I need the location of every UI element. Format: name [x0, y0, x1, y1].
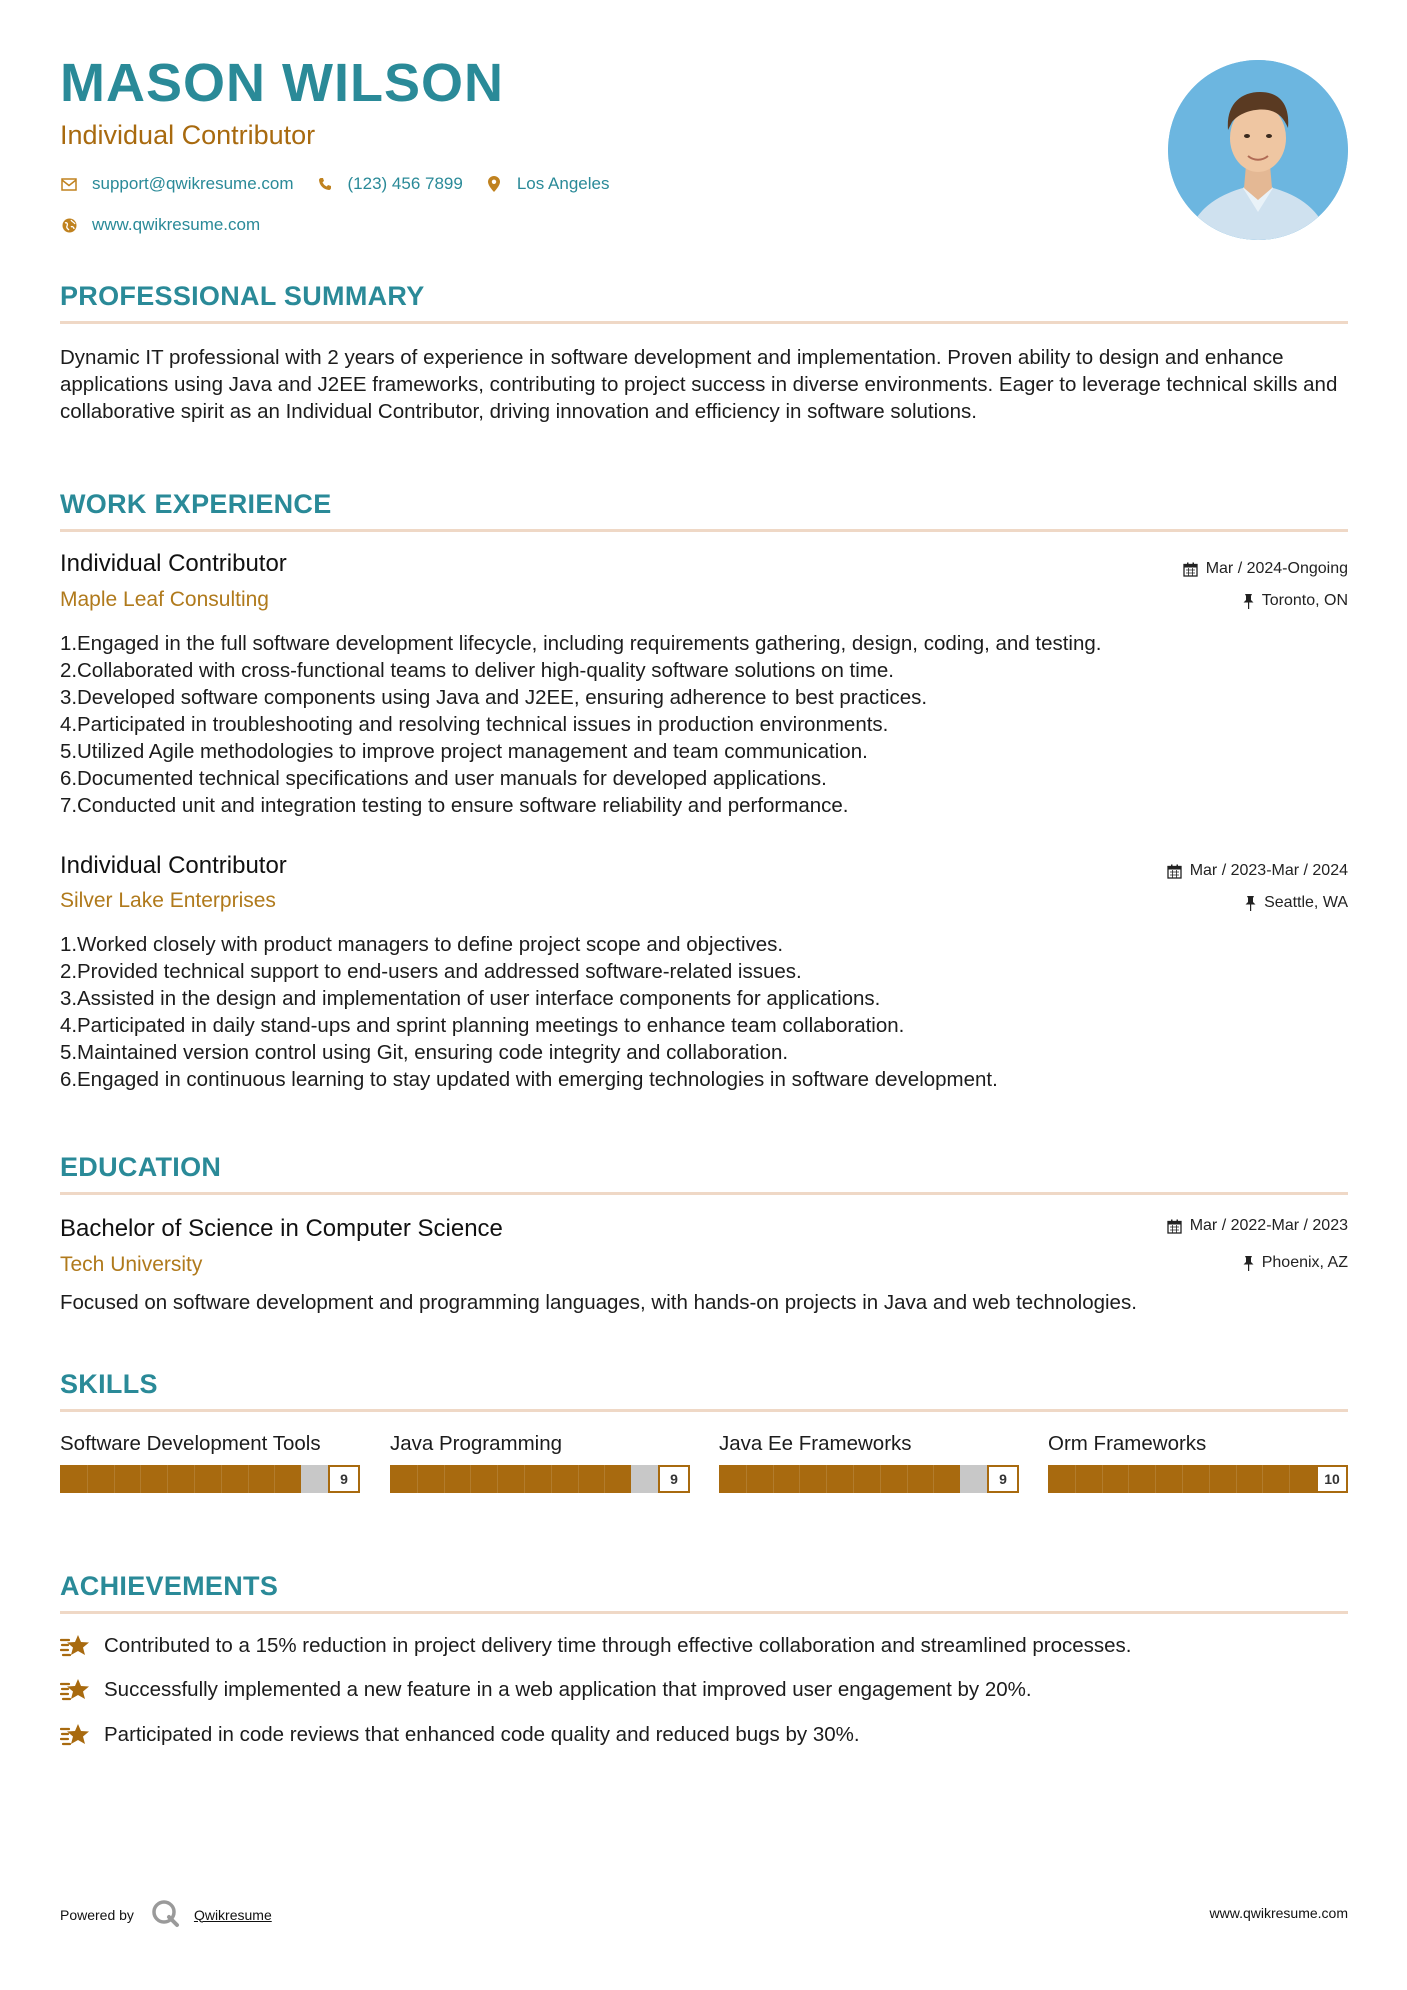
skill-bar-segment	[167, 1465, 168, 1493]
phone-icon	[316, 175, 334, 193]
achievement-text: Contributed to a 15% reduction in project delivery time through effective collaboration and streamlined processes.	[104, 1634, 1132, 1657]
skill-bar-fill	[1048, 1465, 1316, 1493]
calendar-icon	[1183, 562, 1198, 577]
skill-score: 10	[1316, 1465, 1348, 1493]
education-location-text: Phoenix, AZ	[1261, 1254, 1348, 1271]
company-name: Maple Leaf Consulting	[60, 588, 269, 611]
job-dates	[1167, 862, 1348, 880]
list-item: 2. Provided technical support to end-users and addressed software-related issues.	[60, 960, 802, 983]
skill-bar-segment	[551, 1465, 552, 1493]
company-name: Silver Lake Enterprises	[60, 889, 276, 912]
skill-bar-segment	[417, 1465, 418, 1493]
skill-bar-segment	[578, 1465, 579, 1493]
skill-bar-segment	[274, 1465, 275, 1493]
star-badge-icon	[60, 1676, 92, 1704]
job-dates-text: Mar / 2023-Mar / 2024	[1189, 862, 1348, 879]
calendar-icon	[1167, 1219, 1182, 1234]
pushpin-icon	[1245, 896, 1256, 911]
education-heading: EDUCATION	[60, 1152, 222, 1182]
education-dates-text: Mar / 2022-Mar / 2023	[1189, 1217, 1348, 1234]
achievement-item	[60, 1676, 1032, 1704]
skill-item	[1048, 1430, 1348, 1493]
qwikresume-logo-icon	[150, 1898, 180, 1931]
skill-bar-segment	[1209, 1465, 1210, 1493]
pushpin-icon	[1243, 594, 1254, 609]
skills-divider	[60, 1409, 1348, 1412]
job-title: Individual Contributor	[60, 852, 287, 879]
skill-level-bar	[1048, 1465, 1348, 1493]
job-dates	[1183, 560, 1348, 578]
skill-bar-segment	[746, 1465, 747, 1493]
job-location-text: Toronto, ON	[1261, 592, 1348, 609]
skill-bar-segment	[524, 1465, 525, 1493]
skill-bar-segment	[1102, 1465, 1103, 1493]
skill-bar-segment	[1289, 1465, 1290, 1493]
location-text: Los Angeles	[516, 174, 610, 193]
skill-item	[60, 1430, 360, 1493]
contact-row-2	[60, 215, 282, 235]
achievement-item	[60, 1632, 1131, 1660]
website-text: www.qwikresume.com	[92, 215, 261, 234]
skill-item	[719, 1430, 1019, 1493]
education-description: Focused on software development and programming languages, with hands-on projects in Java and web technologies.	[60, 1291, 1137, 1314]
skill-bar-segment	[1155, 1465, 1156, 1493]
skill-bar-segment	[907, 1465, 908, 1493]
education-location	[1243, 1254, 1348, 1272]
star-badge-icon	[60, 1721, 92, 1749]
pushpin-icon	[1243, 1256, 1254, 1271]
skill-bar-segment	[933, 1465, 934, 1493]
skill-bar-segment	[221, 1465, 222, 1493]
job-responsibilities	[60, 630, 1348, 819]
skill-bar-remainder	[631, 1465, 658, 1493]
skill-bar-segment	[1182, 1465, 1183, 1493]
skills-heading: SKILLS	[60, 1369, 158, 1399]
skill-bar-fill	[390, 1465, 631, 1493]
school-name: Tech University	[60, 1253, 203, 1276]
job-location-text: Seattle, WA	[1264, 894, 1348, 911]
skill-bar-remainder	[960, 1465, 987, 1493]
skill-bar-segment	[1236, 1465, 1237, 1493]
skill-name: Software Development Tools	[60, 1432, 321, 1455]
star-badge-icon	[60, 1632, 92, 1660]
qwikresume-link[interactable]: Qwikresume	[193, 1906, 272, 1923]
location-item	[485, 174, 610, 194]
achievement-text: Participated in code reviews that enhanced code quality and reduced bugs by 30%.	[104, 1723, 860, 1746]
skill-score: 9	[987, 1465, 1019, 1493]
skill-bar-fill	[719, 1465, 960, 1493]
skill-bar-segment	[497, 1465, 498, 1493]
skill-bar-segment	[114, 1465, 115, 1493]
list-item: 1. Engaged in the full software development lifecycle, including requirements gathering, design, coding, and testing.	[60, 632, 1102, 655]
candidate-title: Individual Contributor	[60, 120, 316, 150]
globe-icon	[60, 216, 78, 234]
skill-level-bar	[60, 1465, 360, 1493]
skill-bar-segment	[1128, 1465, 1129, 1493]
job-responsibilities	[60, 931, 1348, 1093]
phone-item[interactable]	[316, 174, 463, 194]
skill-bar-segment	[194, 1465, 195, 1493]
skill-bar-segment	[248, 1465, 249, 1493]
phone-text: (123) 456 7899	[347, 174, 463, 193]
skill-level-bar	[390, 1465, 690, 1493]
list-item: 4. Participated in troubleshooting and resolving technical issues in production environments.	[60, 713, 889, 736]
job-location	[1245, 894, 1348, 912]
map-pin-icon	[485, 175, 503, 193]
contact-row-1	[60, 174, 631, 194]
list-item: 5. Utilized Agile methodologies to improve project management and team communication.	[60, 740, 868, 763]
list-item: 2. Collaborated with cross-functional teams to deliver high-quality software solutions on time.	[60, 659, 894, 682]
education-divider	[60, 1192, 1348, 1195]
list-item: 3. Developed software components using Java and J2EE, ensuring adherence to best practices.	[60, 686, 928, 709]
skill-name: Orm Frameworks	[1048, 1432, 1207, 1455]
experience-heading: WORK EXPERIENCE	[60, 489, 332, 519]
email-item[interactable]	[60, 174, 294, 194]
skill-bar-remainder	[301, 1465, 328, 1493]
skill-bar-segment	[773, 1465, 774, 1493]
list-item: 7. Conducted unit and integration testing to ensure software reliability and performance.	[60, 794, 849, 817]
skill-level-bar	[719, 1465, 1019, 1493]
job-dates-text: Mar / 2024-Ongoing	[1205, 560, 1348, 577]
job-title: Individual Contributor	[60, 550, 287, 577]
list-item: 6. Documented technical specifications and user manuals for developed applications.	[60, 767, 827, 790]
profile-photo	[1168, 60, 1348, 240]
achievement-item	[60, 1721, 860, 1749]
skill-name: Java Ee Frameworks	[719, 1432, 912, 1455]
achievements-divider	[60, 1611, 1348, 1614]
summary-divider	[60, 321, 1348, 324]
achievement-text: Successfully implemented a new feature in a web application that improved user engagement by 20%.	[104, 1678, 1032, 1701]
list-item: 6. Engaged in continuous learning to stay updated with emerging technologies in software development.	[60, 1068, 998, 1091]
powered-by-label: Powered by	[60, 1906, 134, 1923]
list-item: 3. Assisted in the design and implementation of user interface components for applications.	[60, 987, 881, 1010]
envelope-icon	[60, 175, 78, 193]
job-location	[1243, 592, 1348, 610]
experience-divider	[60, 529, 1348, 532]
skill-bar-segment	[853, 1465, 854, 1493]
list-item: 1. Worked closely with product managers to define project scope and objectives.	[60, 933, 784, 956]
skill-bar-fill	[60, 1465, 301, 1493]
skill-bar-segment	[799, 1465, 800, 1493]
footer-powered-by	[60, 1898, 272, 1931]
list-item: 4. Participated in daily stand-ups and sprint planning meetings to enhance team collaboration.	[60, 1014, 905, 1037]
skill-bar-segment	[470, 1465, 471, 1493]
summary-text: Dynamic IT professional with 2 years of experience in software development and implementation. Proven ability to design and enhance applications using Java and J2EE frameworks, contributing to project success in diverse environments. Eager to leverage technical skills and collaborative spirit as an Individual Contributor, driving innovation and efficiency in software solutions.	[60, 346, 1338, 423]
list-item: 5. Maintained version control using Git, ensuring code integrity and collaboration.	[60, 1041, 789, 1064]
skill-name: Java Programming	[390, 1432, 563, 1455]
skill-score: 9	[328, 1465, 360, 1493]
education-dates	[1167, 1217, 1348, 1235]
skill-score: 9	[658, 1465, 690, 1493]
calendar-icon	[1167, 864, 1182, 879]
skill-bar-segment	[87, 1465, 88, 1493]
skill-bar-segment	[1075, 1465, 1076, 1493]
skill-bar-segment	[826, 1465, 827, 1493]
skill-item	[390, 1430, 690, 1493]
footer-website[interactable]: www.qwikresume.com	[1209, 1905, 1348, 1921]
skill-bar-segment	[1262, 1465, 1263, 1493]
email-text: support@qwikresume.com	[92, 174, 294, 193]
skill-bar-segment	[880, 1465, 881, 1493]
skill-bar-segment	[604, 1465, 605, 1493]
skill-bar-segment	[140, 1465, 141, 1493]
skill-bar-segment	[444, 1465, 445, 1493]
website-item[interactable]	[60, 215, 260, 235]
degree-title: Bachelor of Science in Computer Science	[60, 1215, 503, 1242]
achievements-heading: ACHIEVEMENTS	[60, 1571, 279, 1601]
candidate-name: MASON WILSON	[60, 53, 504, 113]
summary-heading: PROFESSIONAL SUMMARY	[60, 281, 425, 311]
